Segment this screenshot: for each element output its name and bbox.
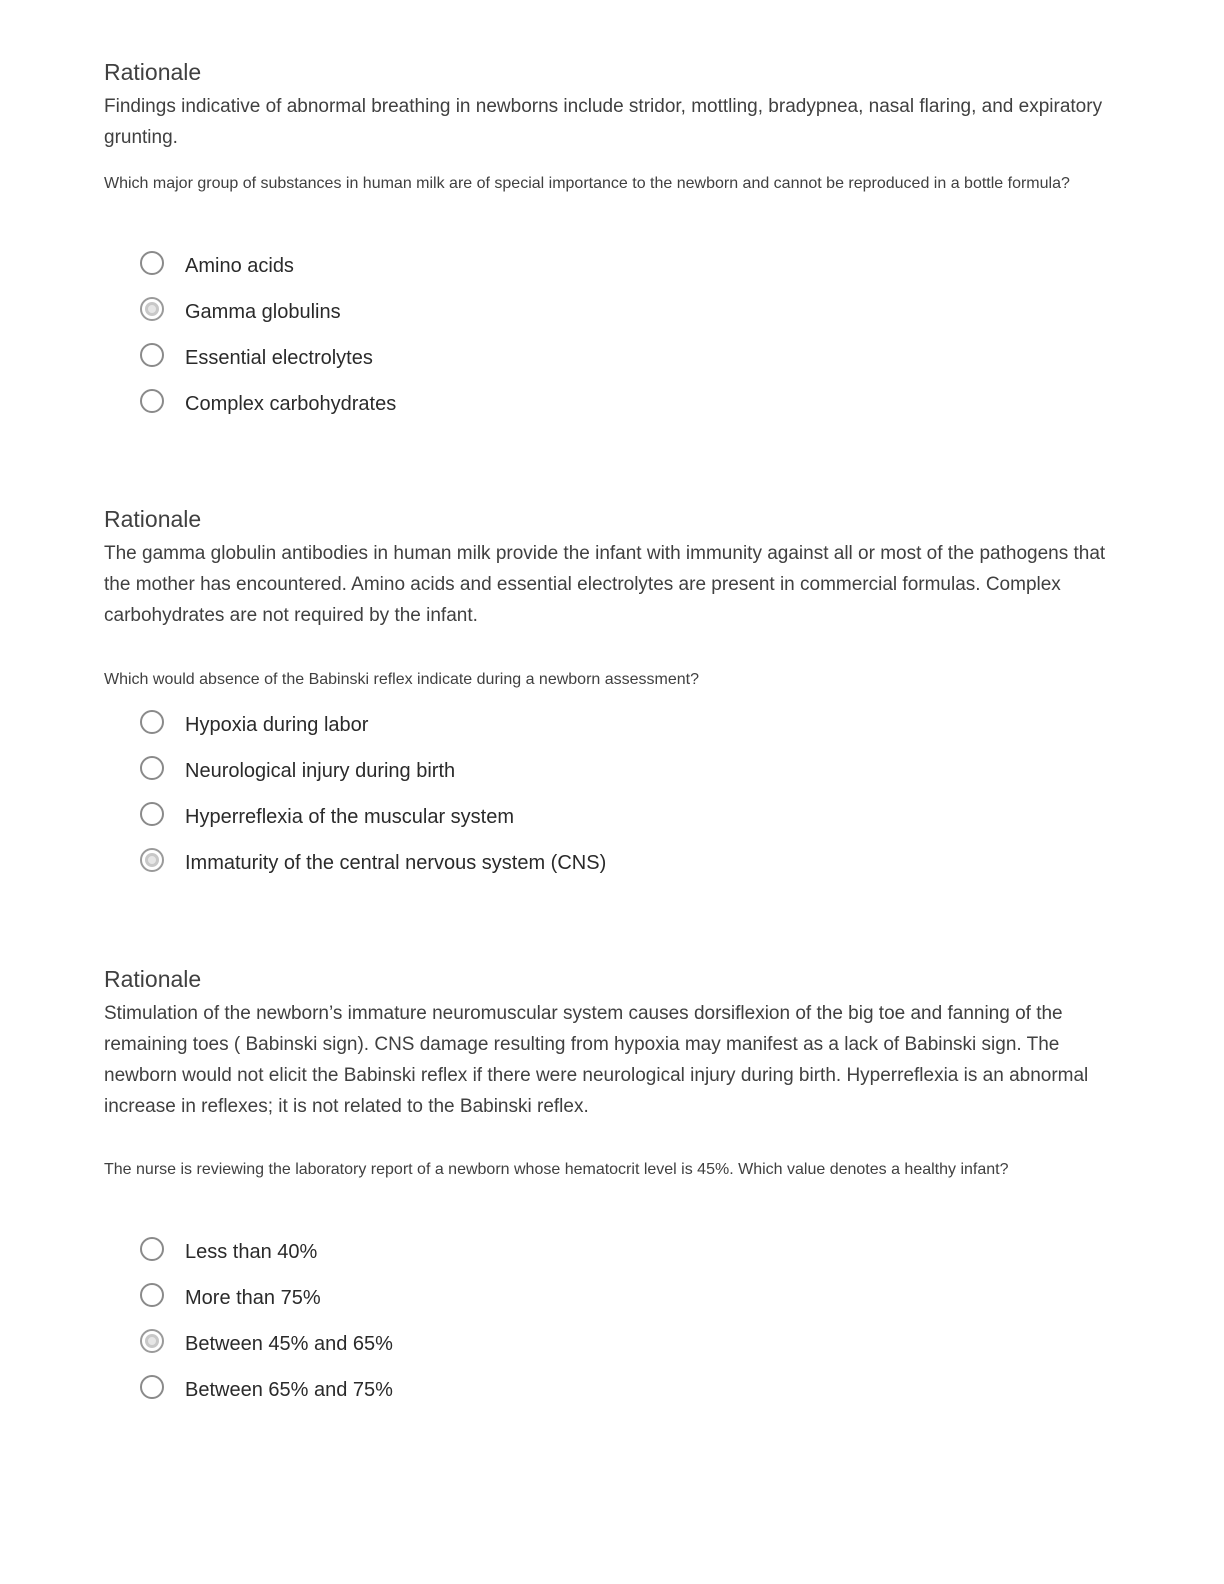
- radio-button-selected[interactable]: [140, 848, 164, 872]
- answer-option-label: Hyperreflexia of the muscular system: [185, 806, 515, 828]
- radio-button[interactable]: [140, 251, 164, 275]
- answer-option[interactable]: [140, 802, 840, 848]
- radio-button[interactable]: [140, 710, 164, 734]
- answer-option-label: Immaturity of the central nervous system (CNS): [185, 852, 607, 874]
- answer-option[interactable]: [140, 756, 840, 802]
- rationale-text: The gamma globulin antibodies in human milk provide the infant with immunity against all or most of the pathogens that the mother has encountered. Amino acids and essential electrolytes are present in commercial formulas. Complex carbohydrates are not required by the infant.: [104, 543, 1106, 626]
- question-1-text: Which major group of substances in human milk are of special importance to the newborn and cannot be reproduced in a bottle formula?: [104, 175, 1070, 192]
- rationale-title: Rationale: [104, 59, 202, 85]
- answer-option[interactable]: [140, 710, 840, 756]
- answer-option[interactable]: [140, 1375, 840, 1421]
- radio-button[interactable]: [140, 389, 164, 413]
- answer-option-label: Amino acids: [185, 255, 294, 277]
- radio-button[interactable]: [140, 802, 164, 826]
- rationale-section-1: [104, 57, 1114, 153]
- question-2-text: Which would absence of the Babinski reflex indicate during a newborn assessment?: [104, 671, 699, 688]
- answer-option-label: Less than 40%: [185, 1241, 318, 1263]
- answer-option-label: Hypoxia during labor: [185, 714, 369, 736]
- question-1-options: [140, 251, 840, 435]
- rationale-section-3: [104, 964, 1114, 1122]
- answer-option[interactable]: [140, 389, 840, 435]
- answer-option[interactable]: [140, 848, 840, 894]
- answer-option[interactable]: [140, 297, 840, 343]
- rationale-section-2: [104, 504, 1114, 631]
- radio-button-selected[interactable]: [140, 1329, 164, 1353]
- radio-button[interactable]: [140, 1283, 164, 1307]
- answer-option-label: Between 45% and 65%: [185, 1333, 393, 1355]
- answer-option[interactable]: [140, 1329, 840, 1375]
- radio-button[interactable]: [140, 1237, 164, 1261]
- answer-option-label: Neurological injury during birth: [185, 760, 456, 782]
- radio-button[interactable]: [140, 1375, 164, 1399]
- answer-option[interactable]: [140, 1237, 840, 1283]
- question-3-text: The nurse is reviewing the laboratory report of a newborn whose hematocrit level is 45%. Which value denotes a healthy infant?: [104, 1161, 1009, 1178]
- answer-option[interactable]: [140, 251, 840, 297]
- answer-option-label: Gamma globulins: [185, 301, 341, 323]
- answer-option[interactable]: [140, 1283, 840, 1329]
- radio-button[interactable]: [140, 756, 164, 780]
- radio-button-selected[interactable]: [140, 297, 164, 321]
- answer-option-label: More than 75%: [185, 1287, 321, 1309]
- answer-option-label: Complex carbohydrates: [185, 393, 397, 415]
- answer-option-label: Essential electrolytes: [185, 347, 373, 369]
- rationale-title: Rationale: [104, 506, 202, 532]
- rationale-title: Rationale: [104, 966, 202, 992]
- question-3-options: [140, 1237, 840, 1421]
- answer-option[interactable]: [140, 343, 840, 389]
- rationale-text: Findings indicative of abnormal breathing in newborns include stridor, mottling, bradypnea, nasal flaring, and expiratory grunting.: [104, 96, 1103, 148]
- rationale-text: Stimulation of the newborn’s immature neuromuscular system causes dorsiflexion of the big toe and fanning of the remaining toes ( Babinski sign). CNS damage resulting from hypoxia may manifest as a lack of Babinski sign. The newborn would not elicit the Babinski reflex if there were neurological injury during birth. Hyperreflexia is an abnormal increase in reflexes; it is not related to the Babinski reflex.: [104, 1003, 1089, 1117]
- question-2-options: [140, 710, 840, 894]
- radio-button[interactable]: [140, 343, 164, 367]
- answer-option-label: Between 65% and 75%: [185, 1379, 393, 1401]
